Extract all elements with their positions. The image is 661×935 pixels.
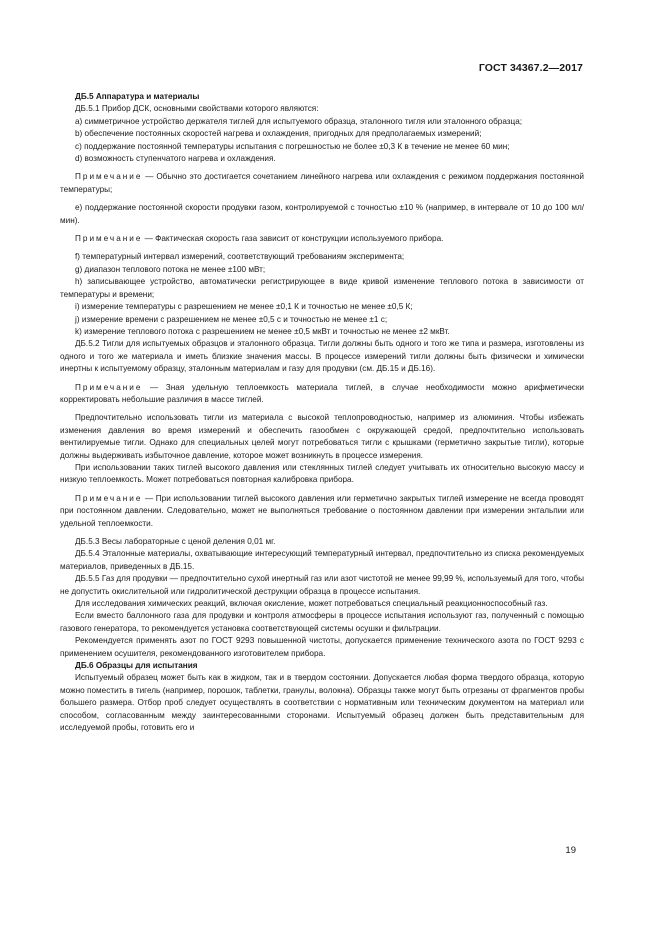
paragraph: a) симметричное устройство держателя тиглей для испытуемого образца, эталонного тигля или эталонного образца; [75, 116, 523, 126]
note-text: — При использовании тиглей высокого давления или герметично закрытых тиглей измерение не всегда проводят при постоянном давлении. Следовательно, может не выполняться требование о постоянном давлении при измерении энтальпии или удельной теплоемкости. [60, 493, 584, 528]
paragraph: Для исследования химических реакций, включая окисление, может потребоваться специальный реакционноспособный газ. [75, 599, 548, 609]
paragraph: g) диапазон теплового потока не менее ±100 мВт; [75, 264, 266, 274]
paragraph: h) записывающее устройство, автоматически регистрирующее в виде кривой изменение теплового потока в зависимости от температуры и времени; [60, 277, 584, 299]
note-paragraph [60, 382, 584, 407]
note-text: — Обычно это достигается сочетанием линейного нагрева или охлаждения с режимом поддержания постоянной температуры; [60, 172, 584, 194]
paragraph: ДБ.5.1 Прибор ДСК, основными свойствами которого являются: [75, 104, 319, 114]
paragraph: f) температурный интервал измерений, соответствующий требованиям эксперимента; [75, 252, 405, 262]
note-paragraph [60, 493, 584, 530]
paragraph: ДБ.5.5 Газ для продувки — предпочтительно сухой инертный газ или азот чистотой не менее 99,99 %, используемый для того, чтобы не допустить окислительной или гидролитической деструкции образца в процессе испытания. [60, 574, 584, 596]
paragraph: j) измерение времени с разрешением не менее ±0,5 с и точностью не менее ±1 с; [75, 314, 388, 324]
paragraph: ДБ.5.3 Весы лабораторные с ценой деления 0,01 мг. [75, 537, 276, 546]
paragraph: Испытуемый образец может быть как в жидком, так и в твердом состоянии. Допускается любая форма твердого образца, которую можно поместить в тигель (например, порошок, таблетки, гранулы, волокна). Образцы также могут быть отрезаны от фрагментов пробы большего размера. Отбор проб следует осуществлять в соответствии с нормативным или техническим документом на материал или способом, согласованным между заинтересованными сторонами. Испытуемый образец должен быть представительным для исследуемой пробы, готовить его и [60, 673, 584, 733]
paragraph: e) поддержание постоянной скорости продувки газом, контролируемой с точностью ±10 % (например, в интервале от 10 до 100 мл/мин). [60, 203, 584, 225]
note-label: Примечание [75, 234, 143, 244]
paragraph: Предпочтительно использовать тигли из материала с высокой теплопроводностью, например из алюминия. Чтобы избежать изменения давления во время измерений и обеспечить газообмен с окружающей средой, предпочтительно использовать вентилируемые тигли. Однако для специальных целей могут потребоваться тигли с крышками (герметично закрытые тигли), которые должны выдерживать избыточное давление, которое может возникнуть в процессе измерения. [60, 413, 584, 460]
paragraph: Если вместо баллонного газа для продувки и контроля атмосферы в процессе испытания используют газ, полученный с помощью газового генератора, то рекомендуется установка соответствующей системы осушки и фильтрации. [60, 611, 584, 633]
paragraph: При использовании таких тиглей высокого давления или стеклянных тиглей следует учитывать их относительно высокую массу и низкую теплоемкость. Может потребоваться повторная калибровка прибора. [60, 462, 584, 485]
paragraph: ДБ.5.4 Эталонные материалы, охватывающие интересующий температурный интервал, предпочтительно из списка рекомендуемых материалов, приведенных в ДБ.15. [60, 549, 584, 571]
note-text: — Зная удельную теплоемкость материала тиглей, в случае необходимости можно арифметически корректировать небольшие различия в массе тиглей. [60, 382, 584, 404]
document-body [60, 91, 584, 735]
paragraph: i) измерение температуры с разрешением не менее ±0,1 К и точностью не менее ±0,5 К; [75, 302, 413, 312]
note-label: Примечание [75, 493, 143, 503]
paragraph: ДБ.5.2 Тигли для испытуемых образцов и эталонного образца. Тигли должны быть одного и того же типа и размера, изготовлены из одного и того же материала и иметь близкие значения массы. В процессе измерений тигли должны быть физически и химически инертны к испытуемому образцу, эталонным материалам и газу для продувки (см. ДБ.15 и ДБ.16). [60, 339, 584, 374]
note-paragraph [60, 233, 584, 245]
section-heading: ДБ.5 Аппаратура и материалы [75, 92, 200, 101]
note-paragraph [60, 171, 584, 196]
paragraph: k) измерение теплового потока с разрешением не менее ±0,5 мкВт и точностью не менее ±2 мкВт. [75, 326, 450, 336]
paragraph: b) обеспечение постоянных скоростей нагрева и охлаждения, пригодных для предполагаемых измерений; [75, 129, 482, 139]
note-label: Примечание [75, 382, 143, 392]
paragraph: d) возможность ступенчатого нагрева и охлаждения. [75, 154, 276, 164]
page-number: 19 [565, 845, 576, 856]
standard-code-header: ГОСТ 34367.2—2017 [478, 62, 583, 74]
paragraph: c) поддержание постоянной температуры испытания с погрешностью не более ±0,3 К в течение не менее 60 мин; [75, 141, 510, 151]
paragraph: Рекомендуется применять азот по ГОСТ 9293 повышенной чистоты, допускается применение технического азота по ГОСТ 9293 с применением осушителя, рекомендованного изготовителем прибора. [60, 636, 584, 658]
note-label: Примечание [75, 172, 143, 182]
note-text: — Фактическая скорость газа зависит от конструкции используемого прибора. [142, 234, 444, 244]
section-heading: ДБ.6 Образцы для испытания [75, 661, 198, 671]
